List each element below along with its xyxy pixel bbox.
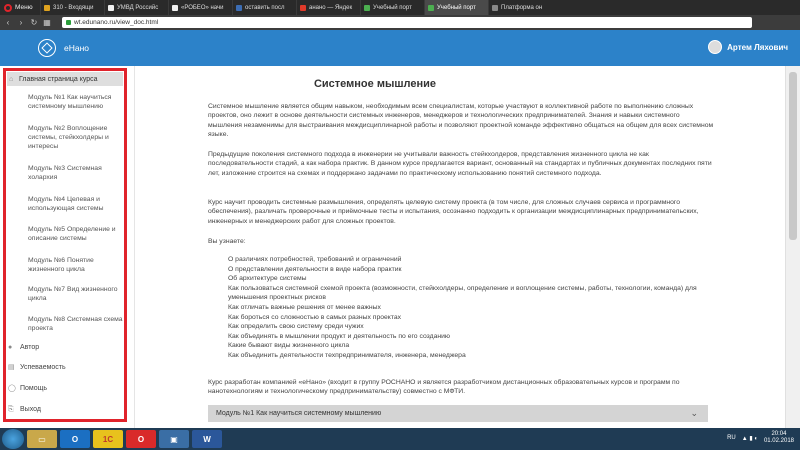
image-viewer-icon[interactable]: ▣ bbox=[159, 430, 189, 448]
opera-logo-icon bbox=[4, 4, 12, 12]
windows-taskbar bbox=[0, 428, 800, 450]
page-favicon-icon bbox=[108, 5, 114, 11]
person-icon: ● bbox=[8, 344, 13, 351]
sidebar-item-module-7[interactable]: Модуль №7 Вид жизненного цикла bbox=[28, 286, 118, 303]
list-item: О различиях потребностей, требований и ограничений bbox=[228, 256, 402, 263]
list-item: Как пользоваться системной схемой проекта (возможности, стейкхолдеры, определение и воплощение системы, работы, технологии, команда) для уменьшения проектных рисков bbox=[228, 284, 697, 302]
yandex-favicon-icon bbox=[300, 5, 306, 11]
enano-logo-icon[interactable] bbox=[38, 39, 56, 57]
sidebar-item-label: Главная страница курса bbox=[19, 75, 98, 83]
list-item: Как объединить деятельности техпредпринимателя, инженера, менеджера bbox=[228, 351, 466, 359]
sidebar-item-module-3[interactable]: Модуль №3 Системная холархия bbox=[28, 165, 102, 182]
list-item: Об архитектуре системы bbox=[228, 275, 307, 283]
browser-tab[interactable]: «РОБЕО» начи bbox=[168, 0, 232, 15]
sidebar-item-module-8[interactable]: Модуль №8 Системная схема проекта bbox=[28, 316, 123, 333]
list-item: Какие бывают виды жизненного цикла bbox=[228, 342, 350, 350]
list-item: Как бороться со сложностью в самых разных проектах bbox=[228, 313, 402, 321]
app-header bbox=[0, 30, 800, 66]
back-icon[interactable]: ‹ bbox=[6, 18, 10, 27]
sidebar-item-help[interactable]: ◯ Помощь bbox=[8, 385, 48, 392]
avatar bbox=[708, 40, 722, 54]
opera-menu-button[interactable] bbox=[0, 0, 40, 15]
address-bar bbox=[0, 15, 800, 30]
tray-icons[interactable]: ▲ ▮ ◐ bbox=[741, 435, 758, 442]
exit-icon: ⎘ bbox=[8, 406, 14, 413]
sidebar-item-module-1[interactable]: Модуль №1 Как научиться системному мышлению bbox=[28, 94, 112, 111]
explorer-icon[interactable]: ▭ bbox=[27, 430, 57, 448]
user-menu[interactable] bbox=[708, 40, 788, 54]
sidebar-item-progress[interactable]: ▤ Успеваемость bbox=[8, 364, 66, 371]
module-1-accordion[interactable] bbox=[208, 405, 708, 422]
page-title: Системное мышление bbox=[313, 78, 437, 90]
sidebar-item-author[interactable]: ● Автор bbox=[8, 344, 40, 351]
credits-paragraph: Курс разработан компанией «еНано» (входит в группу РОСНАНО и является разработчиком дистанционных образовательных курсов и программ по нанотехнологиям и технологическому предпринимательству) совместно с МФТИ. bbox=[208, 379, 680, 396]
user-name: Артем Ляхович bbox=[727, 42, 788, 52]
browser-tab[interactable]: оставить посл bbox=[232, 0, 296, 15]
sidebar-item-home[interactable] bbox=[7, 72, 123, 86]
scrollbar-thumb[interactable] bbox=[789, 72, 797, 240]
page-scrollbar[interactable] bbox=[785, 66, 800, 428]
progress-icon: ▤ bbox=[8, 364, 15, 371]
history-paragraph: Предыдущие поколения системного подхода в инженерии не учитывали важность стейкхолдеров, представления жизненного цикла не как последовательности стадий, а как набора практик. В данном курсе предлагается вариант, основанный на стандартах и публичных документах последних пяти лет, изложение строится на схемах и поддержано задачами по практическому использованию понятий системного подхода. bbox=[208, 151, 712, 177]
browser-tab-bar bbox=[0, 0, 800, 15]
help-icon: ◯ bbox=[8, 385, 16, 392]
sidebar-item-module-2[interactable]: Модуль №2 Воплощение системы, стейкхолдеры и интересы bbox=[28, 125, 109, 151]
list-item: Как определить свою систему среди чужих bbox=[228, 323, 364, 331]
1c-icon[interactable]: 1С bbox=[93, 430, 123, 448]
page-favicon-icon bbox=[492, 5, 498, 11]
language-indicator[interactable]: RU bbox=[727, 435, 736, 441]
brand-name: еНано bbox=[64, 43, 90, 53]
browser-tab[interactable]: 310 - Входящи bbox=[40, 0, 104, 15]
secure-lock-icon bbox=[66, 20, 71, 25]
chevron-down-icon: ⌄ bbox=[690, 408, 698, 418]
reload-icon[interactable]: ↻ bbox=[30, 18, 38, 27]
sidebar-item-module-4[interactable]: Модуль №4 Целевая и использующая системы bbox=[28, 196, 104, 213]
list-item: Как объединять в мышлении продукт и деятельность по его созданию bbox=[228, 332, 451, 340]
accordion-label: Модуль №1 Как научиться системному мышлению bbox=[216, 410, 382, 417]
goals-paragraph: Курс научит проводить системные размышления, определять целевую систему проекта (в том числе, для сложных случаев сервиса и программного обеспечения), различать проверочные и приёмочные тесты и испытания, осознанно подходить к организации междисциплинарных предпринимательских, инженерных и менеджерских работ для сложных проектов. bbox=[208, 199, 699, 225]
home-icon: ⌂ bbox=[9, 75, 14, 83]
page-favicon-icon bbox=[236, 5, 242, 11]
list-item: О представлении деятельности в виде набора практик bbox=[228, 265, 402, 273]
start-button-icon[interactable] bbox=[2, 429, 24, 449]
list-item: Как отличать важные решения от менее важных bbox=[228, 303, 381, 311]
learn-heading: Вы узнаете: bbox=[208, 238, 246, 245]
mail-favicon-icon bbox=[44, 5, 50, 11]
sidebar-item-module-6[interactable]: Модуль №6 Понятие жизненного цикла bbox=[28, 257, 94, 274]
intro-paragraph: Системное мышление является общим навыком, необходимым всем специалистам, которые участвуют в коллективной работе по выполнению сложных проектов, оно лежит в основе деятельности системных инженеров, менеджеров и технологических предпринимателей. Знания и навыки системного мышления незаменимы для выстраивания междисциплинарной работы и позволяют проектной команде эффективно общаться на общем для всех системном языке. bbox=[208, 103, 714, 138]
opera-menu-label: Меню bbox=[15, 4, 33, 11]
outlook-icon[interactable]: O bbox=[60, 430, 90, 448]
sidebar bbox=[0, 66, 135, 428]
forward-icon[interactable]: › bbox=[19, 18, 23, 27]
browser-tab-active[interactable]: Учебный порт bbox=[424, 0, 488, 15]
page-favicon-icon bbox=[172, 5, 178, 11]
sidebar-item-exit[interactable]: ⎘ Выход bbox=[8, 406, 41, 413]
portal-favicon-icon bbox=[364, 5, 370, 11]
url-text: wt.edunano.ru/view_doc.html bbox=[74, 19, 159, 26]
opera-icon[interactable]: O bbox=[126, 430, 156, 448]
word-icon[interactable]: W bbox=[192, 430, 222, 448]
sidebar-item-module-5[interactable]: Модуль №5 Определение и описание системы bbox=[28, 226, 116, 243]
url-input[interactable] bbox=[62, 17, 752, 28]
learn-list bbox=[228, 255, 708, 361]
browser-tab[interactable]: Учебный порт bbox=[360, 0, 424, 15]
browser-tab[interactable]: анано — Яндек bbox=[296, 0, 360, 15]
portal-favicon-icon bbox=[428, 5, 434, 11]
grid-icon[interactable]: ▦ bbox=[43, 18, 51, 27]
clock[interactable]: 20:04 01.02.2018 bbox=[763, 431, 794, 444]
browser-tab[interactable]: Платформа он bbox=[488, 0, 552, 15]
browser-tab[interactable]: УМВД Российс bbox=[104, 0, 168, 15]
system-tray bbox=[727, 431, 794, 445]
